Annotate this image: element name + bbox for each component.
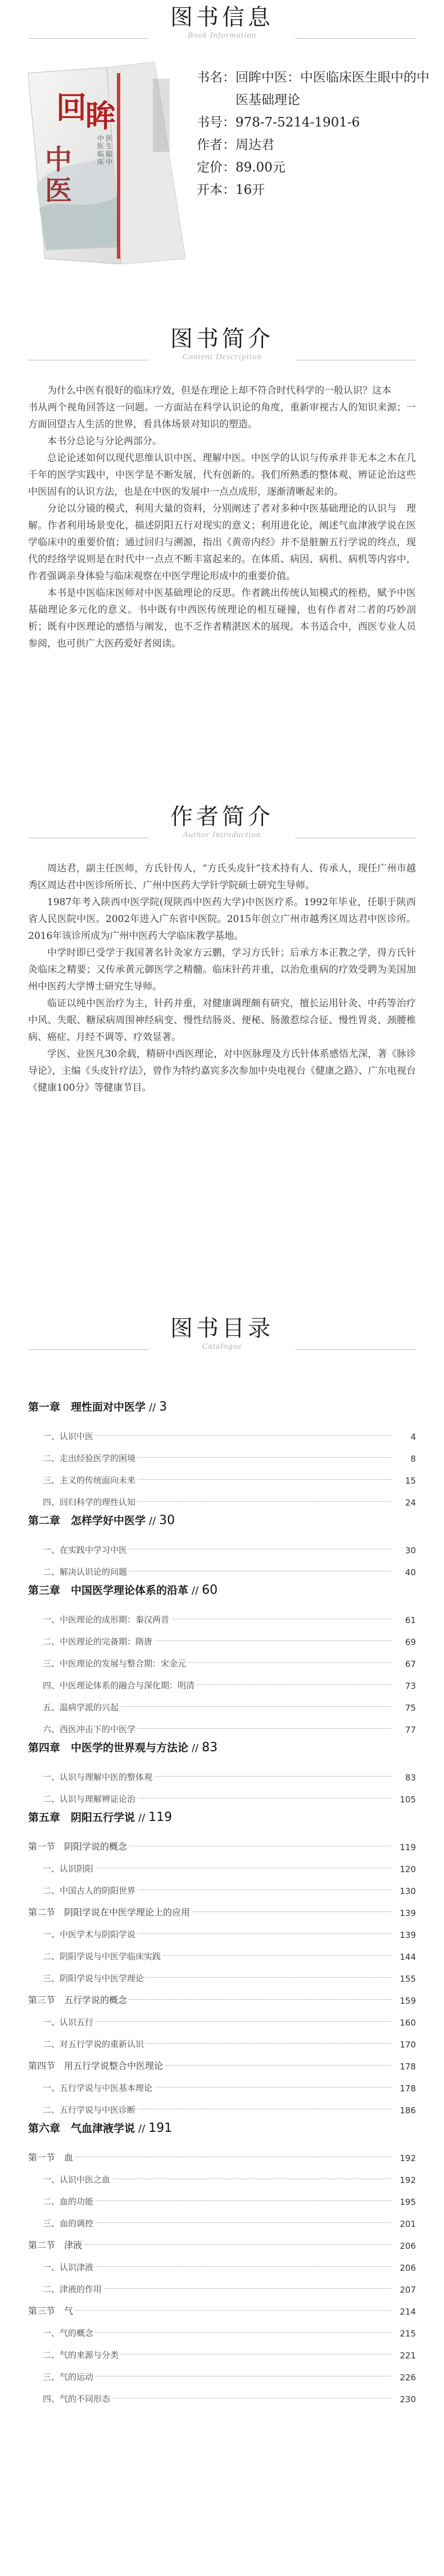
info-label: 书号： — [197, 115, 235, 130]
toc-item — [28, 1603, 416, 1625]
intro-text — [28, 382, 416, 652]
section-subtitle: Book Information — [187, 31, 257, 40]
toc-page-number: 192 — [400, 2175, 416, 2185]
toc-leader-dots — [96, 2332, 391, 2333]
toc-item — [28, 2339, 416, 2361]
toc-page-number: 83 — [405, 1773, 416, 1783]
info-row-title — [197, 66, 433, 111]
toc-page-number: 69 — [405, 1637, 416, 1647]
info-value: 周达君 — [235, 138, 274, 152]
toc-entry-title: 二、解决认识论的问题 — [43, 1567, 128, 1577]
toc-entry-title: 一、认识津液 — [43, 2262, 94, 2272]
author-paragraph: 中学时即已受学于我国著名针灸家方云鹏，学习方氏针；后承方本正教之学，得方氏针灸临床之精要；又传承黄元御医学之精髓。临床针药并重，以治危重病的疗效受聘为美国加州中医药大学博士研究生导师。 — [28, 947, 416, 992]
toc-item — [28, 1420, 416, 1442]
toc-entry-title: 四、回归科学的理性认知 — [43, 1497, 136, 1507]
toc-chapter — [28, 1805, 416, 1831]
toc-item — [28, 1940, 416, 1962]
toc-leader-dots — [104, 2288, 391, 2289]
toc-page-number: 3 — [159, 1400, 167, 1414]
toc-separator: // — [138, 2123, 146, 2135]
toc-entry-title: 第一节 阴阳学说的概念 — [28, 1841, 128, 1852]
toc-entry-title: 第三节 气 — [28, 2306, 74, 2316]
toc-page-number: 119 — [400, 1842, 416, 1852]
toc-page-number: 160 — [400, 2018, 416, 2028]
info-row-author — [197, 134, 433, 156]
intro-paragraph: 本书分总论与分论两部分。 — [47, 436, 162, 447]
toc-entry-title: 二、走出经验医学的困境 — [43, 1453, 136, 1463]
toc-entry-title: 一、认识阴阳 — [43, 1864, 94, 1874]
toc-leader-dots — [75, 2310, 391, 2311]
toc-page-number: 192 — [400, 2153, 416, 2163]
toc-page-number: 206 — [400, 2241, 416, 2251]
svg-text:医: 医 — [97, 142, 105, 150]
divider — [295, 38, 416, 39]
toc-page-number: 83 — [202, 1741, 218, 1755]
info-row-format — [197, 179, 433, 201]
toc-leader-dots — [146, 2043, 391, 2044]
toc-leader-dots — [96, 2021, 391, 2022]
toc-item — [28, 2273, 416, 2295]
toc-entry-title: 四、中医理论体系的融合与深化期：明清 — [43, 1680, 195, 1691]
toc-item — [28, 2317, 416, 2339]
toc-separator: // — [192, 1585, 199, 1597]
toc-entry-title: 第二节 阴阳学说在中医学理论上的应用 — [28, 1907, 191, 1918]
section-header-catalogue — [0, 1316, 444, 1352]
section-header-intro — [0, 326, 444, 362]
toc-page-number: 139 — [400, 1930, 416, 1940]
toc-entry-title: 三、主义的传统面向未来 — [43, 1475, 136, 1485]
toc-chapter-title: 第六章 气血津液学说 — [28, 2122, 135, 2135]
toc-item — [28, 2006, 416, 2028]
toc-item — [28, 1486, 416, 1508]
section-header-author — [0, 804, 444, 840]
toc-leader-dots — [129, 1999, 391, 2000]
toc-entry-title: 第一节 血 — [28, 2152, 74, 2163]
toc-entry-title: 一、认识中医 — [43, 1431, 94, 1441]
toc-page-number: 226 — [400, 2372, 416, 2383]
toc-item — [28, 2028, 416, 2050]
toc-item — [28, 1962, 416, 1984]
toc-entry-title: 二、中国古人的阴阳世界 — [43, 1886, 136, 1896]
toc-section — [28, 2050, 416, 2072]
toc-entry-title: 第二节 津液 — [28, 2240, 83, 2250]
toc-item — [28, 1625, 416, 1647]
toc-page-number: 24 — [405, 1498, 416, 1508]
toc-page-number: 30 — [405, 1545, 416, 1556]
table-of-contents — [28, 1394, 416, 2405]
toc-page-number: 215 — [400, 2329, 416, 2339]
toc-item — [28, 2251, 416, 2273]
toc-item — [28, 2383, 416, 2405]
toc-page-number: 178 — [400, 2062, 416, 2072]
toc-item — [28, 1691, 416, 1713]
toc-leader-dots — [138, 1479, 391, 1480]
toc-page-number: 30 — [159, 1513, 175, 1527]
toc-separator: // — [192, 1742, 199, 1754]
toc-leader-dots — [138, 1501, 391, 1502]
toc-leader-dots — [197, 1684, 391, 1685]
toc-chapter-title: 第二章 怎样学好中医学 — [28, 1515, 146, 1527]
toc-entry-title: 二、津液的作用 — [43, 2284, 102, 2294]
toc-entry-title: 一、认识五行 — [43, 2017, 94, 2027]
toc-leader-dots — [188, 1662, 391, 1663]
toc-item — [28, 1761, 416, 1783]
toc-leader-dots — [155, 1640, 391, 1641]
toc-leader-dots — [121, 1706, 391, 1707]
svg-text:中: 中 — [106, 158, 113, 166]
toc-leader-dots — [192, 1911, 391, 1912]
toc-chapter — [28, 1578, 416, 1603]
toc-entry-title: 一、认识与理解中医的整体观 — [43, 1772, 153, 1782]
toc-leader-dots — [96, 2200, 391, 2201]
toc-item — [28, 1874, 416, 1896]
toc-page-number: 75 — [405, 1703, 416, 1713]
divider — [28, 38, 149, 39]
toc-item — [28, 2163, 416, 2185]
toc-page-number: 8 — [410, 1454, 416, 1464]
toc-chapter-title: 第五章 阴阳五行学说 — [28, 1811, 135, 1824]
book-info-list — [197, 66, 433, 201]
info-value: 回眸中医：中医临床医生眼中的中医基础理论 — [235, 70, 429, 107]
info-label: 作者： — [197, 138, 235, 152]
toc-chapter-title: 第四章 中医学的世界观与方法论 — [28, 1742, 189, 1754]
toc-page-number: 178 — [400, 2084, 416, 2094]
section-subtitle: Content Description — [182, 352, 262, 361]
info-label: 书名： — [197, 70, 235, 85]
info-label: 开本： — [197, 183, 235, 197]
divider — [28, 1349, 149, 1350]
toc-item — [28, 1783, 416, 1805]
toc-entry-title: 二、五行学说与中医诊断 — [43, 2105, 136, 2115]
svg-text:中: 中 — [97, 134, 105, 142]
toc-leader-dots — [138, 1933, 391, 1934]
section-title: 图书简介 — [170, 326, 274, 352]
book-cover-image — [22, 56, 188, 264]
toc-chapter — [28, 1394, 416, 1420]
toc-section — [28, 2229, 416, 2251]
toc-chapter — [28, 1508, 416, 1534]
toc-entry-title: 一、在实践中学习中医 — [43, 1545, 128, 1555]
toc-page-number: 170 — [400, 2040, 416, 2050]
info-value: 978-7-5214-1901-6 — [235, 115, 360, 130]
toc-entry-title: 三、血的调控 — [43, 2218, 94, 2229]
toc-section — [28, 2295, 416, 2317]
toc-item — [28, 1669, 416, 1691]
section-title: 图书信息 — [170, 4, 274, 30]
toc-entry-title: 一、认识中医之血 — [43, 2175, 111, 2185]
divider — [295, 1349, 416, 1350]
toc-page-number: 67 — [405, 1659, 416, 1669]
toc-page-number: 230 — [400, 2394, 416, 2405]
toc-section — [28, 1896, 416, 1918]
toc-page-number: 60 — [202, 1583, 218, 1597]
toc-item — [28, 1442, 416, 1464]
toc-leader-dots — [163, 1955, 391, 1956]
toc-page-number: 73 — [405, 1681, 416, 1691]
toc-leader-dots — [138, 1728, 391, 1729]
toc-section — [28, 1831, 416, 1852]
toc-page-number: 206 — [400, 2263, 416, 2273]
toc-chapter-title: 第三章 中国医学理论体系的沿革 — [28, 1584, 189, 1597]
toc-leader-dots — [146, 1977, 391, 1978]
toc-section — [28, 2141, 416, 2163]
toc-page-number: 40 — [405, 1567, 416, 1578]
toc-leader-dots — [165, 2065, 391, 2066]
toc-page-number: 77 — [405, 1725, 416, 1735]
intro-paragraph: 书从两个视角回答这一问题。一方面站在科学认识论的角度，重新审视古人的知识来源；一方面回望古人生活的世界，看具体场景对知识的塑造。 — [28, 402, 416, 430]
toc-entry-title: 一、气的概念 — [43, 2328, 94, 2338]
toc-leader-dots — [96, 2222, 391, 2223]
author-text — [28, 860, 416, 1096]
section-subtitle: Catalogue — [202, 1342, 242, 1351]
toc-page-number: 191 — [148, 2121, 173, 2135]
toc-entry-title: 二、阴阳学说与中医学临床实践 — [43, 1951, 161, 1962]
toc-separator: // — [149, 1402, 156, 1413]
svg-text:生: 生 — [106, 142, 113, 150]
section-title: 图书目录 — [170, 1316, 274, 1341]
author-paragraph: 学医、业医凡30余载，精研中西医理论，对中医脉理及方氏针体系感悟尤深，著《脉诊导论》，主编《头皮针疗法》，曾作为特约嘉宾多次参加中央电视台《健康之路》、广东电视台《健康100分》等健康节目。 — [28, 1049, 416, 1093]
section-header-book-info — [0, 4, 444, 40]
toc-entry-title: 四、气的不同形态 — [43, 2394, 111, 2404]
svg-text:床: 床 — [97, 158, 105, 166]
toc-leader-dots — [96, 2266, 391, 2267]
toc-item — [28, 2094, 416, 2116]
author-paragraph: 1987年考入陕西中医学院(现陕西中医药大学)中医医疗系。1992年毕业，任职于陕西省人民医院中医。2002年进入广东省中医院。2015年创立广州市越秀区周达君中医诊所。2016年该诊所成为广州中医药大学临床教学基地。 — [28, 897, 416, 942]
toc-entry-title: 二、对五行学说的重新认识 — [43, 2039, 144, 2049]
toc-entry-title: 五、温病学派的兴起 — [43, 1702, 119, 1712]
toc-page-number: 186 — [400, 2105, 416, 2116]
toc-chapter-title: 第一章 理性面对中医学 — [28, 1401, 146, 1413]
toc-item — [28, 2185, 416, 2207]
toc-entry-title: 一、中医学术与阴阳学说 — [43, 1929, 136, 1940]
toc-item — [28, 1534, 416, 1556]
toc-page-number: 15 — [405, 1476, 416, 1486]
toc-page-number: 130 — [400, 1886, 416, 1896]
section-title: 作者简介 — [170, 804, 274, 830]
toc-item — [28, 2072, 416, 2094]
info-value: 16开 — [235, 183, 265, 197]
toc-item — [28, 1647, 416, 1669]
toc-item — [28, 1464, 416, 1486]
toc-entry-title: 三、中医理论的发展与整合期：宋金元 — [43, 1658, 187, 1669]
toc-page-number: 201 — [400, 2219, 416, 2229]
toc-page-number: 105 — [400, 1795, 416, 1805]
toc-entry-title: 三、气的运动 — [43, 2372, 94, 2382]
svg-text:医: 医 — [106, 134, 113, 142]
toc-item — [28, 2361, 416, 2383]
info-label: 定价： — [197, 160, 235, 175]
toc-chapter — [28, 2116, 416, 2141]
toc-entry-title: 第四节 用五行学说整合中医理论 — [28, 2060, 164, 2071]
toc-page-number: 61 — [405, 1615, 416, 1625]
toc-leader-dots — [84, 2244, 391, 2245]
toc-leader-dots — [155, 1776, 391, 1777]
toc-entry-title: 二、中医理论的完备期：隋唐 — [43, 1637, 153, 1647]
toc-entry-title: 二、气的来源与分类 — [43, 2350, 119, 2360]
toc-entry-title: 二、血的功能 — [43, 2197, 94, 2207]
toc-leader-dots — [96, 1435, 391, 1436]
svg-text:医: 医 — [45, 175, 73, 206]
svg-text:眼: 眼 — [106, 150, 113, 158]
toc-page-number: 144 — [400, 1952, 416, 1962]
toc-item — [28, 1918, 416, 1940]
toc-page-number: 214 — [400, 2307, 416, 2317]
toc-item — [28, 1713, 416, 1735]
svg-text:眸: 眸 — [85, 98, 116, 134]
section-subtitle: Author Introduction — [183, 830, 261, 839]
intro-paragraph: 总论论述如何以现代思维认识中医、理解中医。中医学的认识与传承并非无本之木在几千年的医学实践中，中医学是不断发展，代有创新的。我们所熟悉的整体观、辨证论治这些中医固有的认识方法，也是在中医的发展中一点点成形，逐渐清晰起来的。 — [28, 453, 416, 498]
toc-entry-title: 二、认识与理解辨证论治 — [43, 1794, 136, 1804]
toc-chapter — [28, 1735, 416, 1761]
toc-separator: // — [138, 1812, 146, 1824]
intro-paragraph: 本书是中医临床医师对中医基础理论的反思。作者跳出传统认知模式的桎梏，赋予中医基础理论多元化的意义。书中既有中西医传统理论的相互碰撞，也有作者对二者的巧妙剖析；既有中医理论的感悟与阐发，也不乏作者精湛医术的展现。本书适合中，西医专业人员参阅，也可供广大医药爱好者阅读。 — [28, 587, 416, 649]
toc-page-number: 120 — [400, 1864, 416, 1874]
info-row-isbn — [197, 111, 433, 134]
toc-section — [28, 1984, 416, 2006]
toc-entry-title: 一、五行学说与中医基本理论 — [43, 2083, 153, 2093]
toc-page-number: 221 — [400, 2351, 416, 2361]
svg-text:中: 中 — [45, 144, 73, 175]
toc-item — [28, 2207, 416, 2229]
toc-item — [28, 1852, 416, 1874]
svg-text:回: 回 — [56, 90, 87, 125]
author-paragraph: 周达君，副主任医师，方氏针传人，“方氏头皮针”技术持有人、传承人，现任广州市越秀区周达君中医诊所所长、广州中医药大学针学院硕士研究生导师。 — [28, 863, 416, 891]
toc-page-number: 207 — [400, 2285, 416, 2295]
toc-page-number: 159 — [400, 1996, 416, 2006]
info-row-price — [197, 156, 433, 179]
toc-page-number: 155 — [400, 1974, 416, 1984]
toc-entry-title: 第三节 五行学说的概念 — [28, 1995, 128, 2005]
info-value: 89.00元 — [235, 160, 286, 175]
toc-entry-title: 一、中医理论的成形期：秦汉两晋 — [43, 1615, 170, 1625]
toc-entry-title: 三、阴阳学说与中医学理论 — [43, 1973, 144, 1983]
svg-text:临: 临 — [97, 150, 105, 158]
toc-separator: // — [149, 1515, 156, 1527]
toc-page-number: 119 — [148, 1810, 173, 1824]
toc-entry-title: 六、西医冲击下的中医学 — [43, 1724, 136, 1734]
toc-item — [28, 1556, 416, 1578]
intro-paragraph: 分论以分镜的模式，利用大量的资料，分别阐述了者对多种中医基础理论的认识与 理解。作者利用场景变化，描述阴阳五行对现实的意义；利用进化论，阐述气血津液学说在医学临床中的重要价值；通过回归与溯源，指出《黄帝内经》并不是脏腑五行学说的终点，现代的经络学说则是在时代中一点点不断丰富起来的。在体质、病因、病机、病机等内容中，作者强调亲身体验与临床观察在中医学理论形成中的重要价值。 — [28, 503, 416, 582]
toc-page-number: 139 — [400, 1908, 416, 1918]
intro-paragraph: 为什么中医有很好的临床疗效，但是在理论上却不符合时代科学的一般认识？这本 — [47, 385, 391, 396]
toc-leader-dots — [138, 1457, 391, 1458]
toc-page-number: 195 — [400, 2197, 416, 2207]
toc-page-number: 4 — [410, 1432, 416, 1442]
author-paragraph: 临证以纯中医治疗为主，针药并重，对健康调理颇有研究，擅长运用针灸、中药等治疗中风、失眠、糖尿病周围神经病变、慢性结肠炎、便秘、肠激惹综合征、慢性胃炎、颈腰椎病、癌症、月经不调等、疗效显著。 — [28, 998, 416, 1043]
